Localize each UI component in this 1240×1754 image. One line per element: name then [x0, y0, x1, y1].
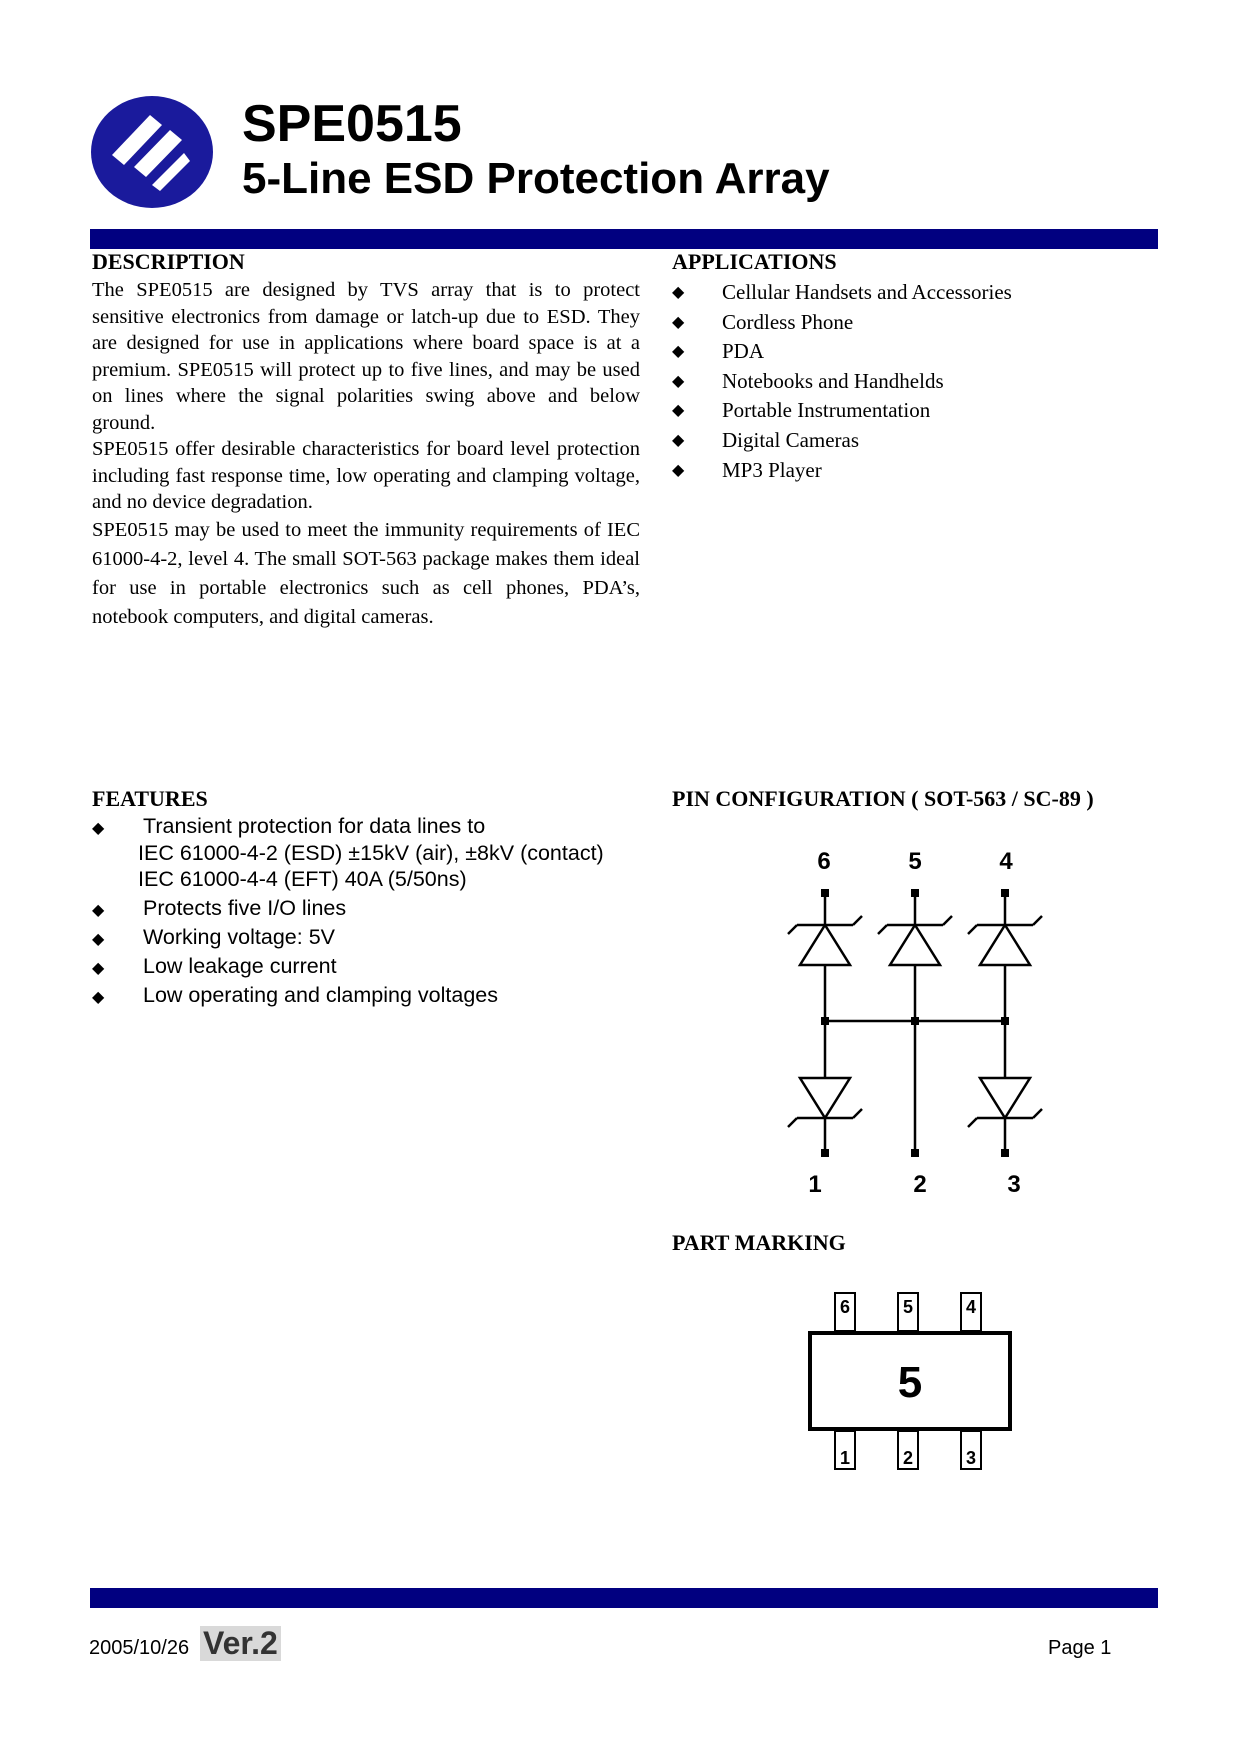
- tvs-diode-icon: [788, 916, 862, 965]
- pin-label: 2: [902, 1448, 914, 1468]
- pin-config-heading: PIN CONFIGURATION ( SOT-563 / SC-89 ): [672, 786, 1094, 811]
- list-item: ◆ Low operating and clamping voltages: [92, 982, 604, 1009]
- part-number-title: SPE0515: [242, 95, 462, 153]
- tvs-diode-icon: [968, 1078, 1042, 1127]
- description-body: [92, 277, 640, 632]
- footer-version: Ver.2: [200, 1626, 281, 1661]
- list-item: ◆ PDA: [672, 337, 1012, 367]
- diamond-bullet-icon: ◆: [672, 343, 685, 361]
- tvs-diode-icon: [788, 1078, 862, 1127]
- part-marking-diagram: [795, 1285, 1035, 1485]
- diamond-bullet-icon: ◆: [672, 431, 685, 449]
- diamond-bullet-icon: ◆: [672, 372, 685, 390]
- top-divider-band: [90, 229, 1158, 249]
- feature-subline: IEC 61000-4-2 (ESD) ±15kV (air), ±8kV (contact): [138, 840, 604, 865]
- list-item: ◆ Working voltage: 5V: [92, 924, 604, 951]
- bottom-divider-band: [90, 1588, 1158, 1608]
- product-subtitle: 5-Line ESD Protection Array: [242, 154, 830, 203]
- applications-heading: APPLICATIONS: [672, 249, 837, 274]
- pin-configuration-diagram: [760, 838, 1060, 1208]
- diamond-bullet-icon: ◆: [92, 820, 105, 837]
- list-item: ◆ Cordless Phone: [672, 308, 1012, 338]
- list-item: ◆ Cellular Handsets and Accessories: [672, 278, 1012, 308]
- feature-subline: IEC 61000-4-4 (EFT) 40A (5/50ns): [138, 867, 467, 891]
- pin-label: 4: [999, 848, 1013, 875]
- list-item: ◆ Digital Cameras: [672, 426, 1012, 456]
- description-heading: DESCRIPTION: [92, 249, 245, 274]
- description-paragraph: SPE0515 may be used to meet the immunity requirements of IEC 61000-4-2, level 4. The small SOT-563 package makes them ideal for use in portable electronics such as cell phones, PDA’s, notebook computers, and digital cameras.: [92, 518, 640, 628]
- diamond-bullet-icon: ◆: [672, 402, 685, 420]
- diamond-bullet-icon: ◆: [672, 313, 685, 331]
- pin-label: 2: [913, 1171, 927, 1198]
- features-list: [92, 813, 604, 1011]
- list-item: ◆ Low leakage current: [92, 953, 604, 980]
- list-item: ◆ MP3 Player: [672, 456, 1012, 486]
- applications-list: [672, 278, 1012, 485]
- pin-label: 3: [1007, 1171, 1021, 1198]
- diamond-bullet-icon: ◆: [92, 902, 105, 919]
- pin-label: 4: [965, 1297, 977, 1317]
- list-item: ◆ Notebooks and Handhelds: [672, 367, 1012, 397]
- pin-label: 5: [902, 1297, 914, 1317]
- pin-label: 5: [908, 848, 922, 875]
- list-item: ◆ Transient protection for data lines to IEC 61000-4-2 (ESD) ±15kV (air), ±8kV (contact) IEC 61000-4-4 (EFT) 40A (5/50ns): [92, 814, 604, 891]
- tvs-diode-icon: [968, 916, 1042, 965]
- diamond-bullet-icon: ◆: [92, 960, 105, 977]
- pin-label: 6: [817, 848, 831, 875]
- features-heading: FEATURES: [92, 786, 208, 811]
- pin-label: 1: [839, 1448, 851, 1468]
- company-logo: [90, 95, 215, 210]
- part-marking-heading: PART MARKING: [672, 1230, 846, 1255]
- diamond-bullet-icon: ◆: [92, 989, 105, 1006]
- diamond-bullet-icon: ◆: [672, 461, 685, 479]
- description-paragraph: The SPE0515 are designed by TVS array that is to protect sensitive electronics from damage or latch-up due to ESD. They are designed for use in applications where board space is at a premium. SPE0515 will protect up to five lines, and may be used on lines where the signal polarities swing above and below ground.: [92, 279, 640, 434]
- pin-label: 6: [839, 1297, 851, 1317]
- list-item: ◆ Portable Instrumentation: [672, 396, 1012, 426]
- description-paragraph: SPE0515 offer desirable characteristics for board level protection including fast response time, low operating and clamping voltage, and no device degradation.: [92, 438, 640, 513]
- marking-code: 5: [897, 1358, 923, 1407]
- diamond-bullet-icon: ◆: [672, 284, 685, 301]
- pin-label: 1: [808, 1171, 822, 1198]
- pin-label: 3: [965, 1448, 977, 1468]
- footer-page-number: Page 1: [1048, 1637, 1112, 1659]
- footer-date: 2005/10/26: [89, 1637, 190, 1659]
- diamond-bullet-icon: ◆: [92, 931, 105, 948]
- tvs-diode-icon: [878, 916, 952, 965]
- list-item: ◆ Protects five I/O lines: [92, 895, 604, 922]
